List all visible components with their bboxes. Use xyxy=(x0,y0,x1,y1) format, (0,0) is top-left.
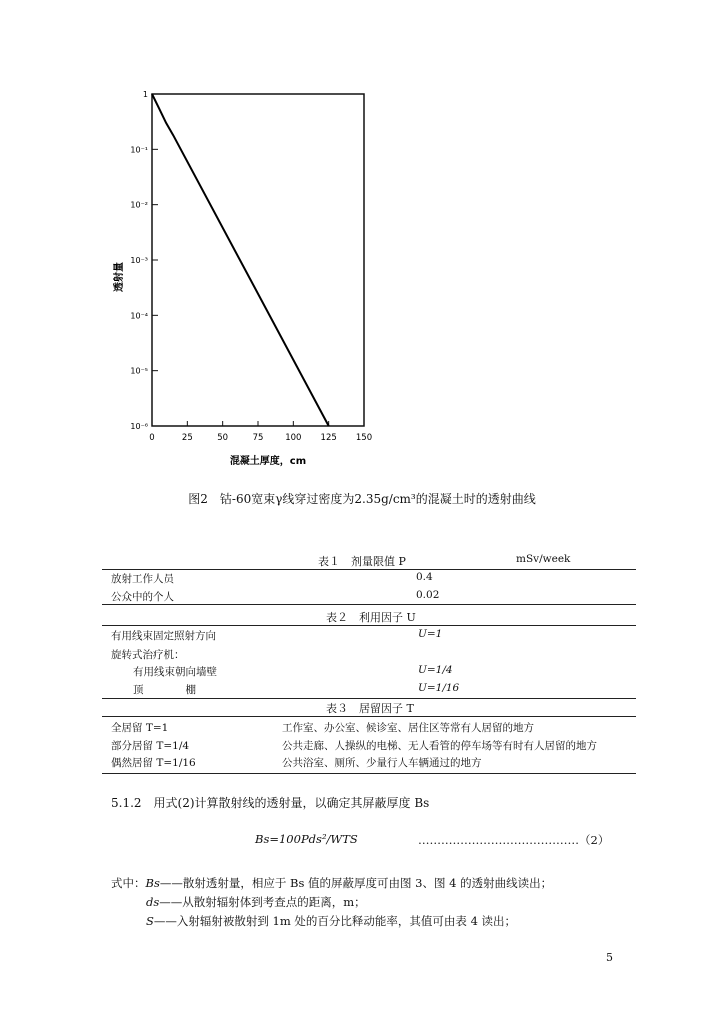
table1-bottom-rule xyxy=(102,604,636,605)
y-tick-label: 1 xyxy=(142,90,148,99)
symbol: ds xyxy=(146,895,160,909)
table1-unit: mSv/week xyxy=(516,553,571,565)
x-axis-label: 混凝土厚度，cm xyxy=(229,456,307,467)
definition-row xyxy=(146,913,516,929)
table2-row-label: 旋转式治疗机： xyxy=(111,649,185,661)
table2-row-value: U=1 xyxy=(418,628,443,640)
formula: Bs=100Pds²/WTS xyxy=(255,832,358,846)
symbol: S xyxy=(146,914,154,928)
y-tick-label: 10⁻¹ xyxy=(130,145,148,155)
table1-row-label: 放射工作人员 xyxy=(111,573,174,585)
table1-row-value: 0.02 xyxy=(416,589,440,601)
table2-title: 表２ 利用因子 U xyxy=(326,611,416,624)
table3-row-label: 偶然居留 T=1/16 xyxy=(111,757,196,769)
table3-top-rule xyxy=(102,716,636,717)
definition-text: ——入射辐射被散射到 1m 处的百分比释动能率，其值可由表 4 读出； xyxy=(153,914,517,928)
table2-bottom-rule xyxy=(102,698,636,699)
table3-bottom-rule xyxy=(102,773,636,774)
x-tick-label: 0 xyxy=(149,433,155,443)
table1-title: 表１ 剂量限值 P xyxy=(318,555,406,568)
x-tick-label: 50 xyxy=(217,433,229,443)
y-axis-label: 透射量 xyxy=(114,262,125,292)
x-tick-label: 75 xyxy=(252,433,264,443)
y-tick-label: 10⁻⁴ xyxy=(130,311,148,321)
table2-top-rule xyxy=(102,625,636,626)
definition-row xyxy=(146,894,366,910)
table3-row-label: 全居留 T=1 xyxy=(111,722,169,734)
table3-row-label: 部分居留 T=1/4 xyxy=(111,740,190,752)
section-heading: 5.1.2 用式(2)计算散射线的透射量，以确定其屏蔽厚度 Bs xyxy=(111,796,430,810)
table2-row-value: U=1/4 xyxy=(418,664,453,676)
table3-row-desc: 公共浴室、厕所、少量行人车辆通过的地方 xyxy=(282,757,482,769)
symbol: Bs xyxy=(145,876,160,890)
definition-row xyxy=(111,875,552,891)
table3-title: 表３ 居留因子 T xyxy=(326,702,414,715)
table2-row-label: 顶 棚 xyxy=(133,684,196,696)
x-tick-label: 25 xyxy=(181,433,193,443)
definition-text: ——从散射辐射体到考查点的距离，m； xyxy=(159,895,366,909)
figure-caption: 图2 钴-60宽束γ线穿过密度为2.35g/cm³的混凝土时的透射曲线 xyxy=(188,492,536,506)
table2-row-label: 有用线束朝向墙壁 xyxy=(133,666,217,678)
table2-row-label: 有用线束固定照射方向 xyxy=(111,630,216,642)
transmission-chart xyxy=(100,82,400,472)
y-tick-label: 10⁻² xyxy=(130,200,148,210)
table1-top-rule xyxy=(102,569,636,570)
formula-number: ……………………………………（2） xyxy=(418,833,610,847)
plot-frame xyxy=(152,94,364,426)
where-prefix: 式中： xyxy=(111,876,146,890)
y-tick-label: 10⁻⁶ xyxy=(130,422,148,431)
y-tick-label: 10⁻⁵ xyxy=(130,366,148,376)
table3-row-desc: 工作室、办公室、候诊室、居住区等常有人居留的地方 xyxy=(282,722,534,734)
table3-row-desc: 公共走廊、人操纵的电梯、无人看管的停车场等有时有人居留的地方 xyxy=(282,740,597,752)
series-line xyxy=(152,94,329,426)
page-number: 5 xyxy=(606,951,613,964)
x-tick-label: 150 xyxy=(355,433,373,443)
table1-row-value: 0.4 xyxy=(416,571,433,583)
x-tick-label: 100 xyxy=(285,433,302,443)
x-tick-label: 125 xyxy=(320,433,337,443)
definition-text: ——散射透射量，相应于 Bs 值的屏蔽厚度可由图 3、图 4 的透射曲线读出； xyxy=(159,876,553,890)
table2-row-value: U=1/16 xyxy=(418,682,460,694)
table1-row-label: 公众中的个人 xyxy=(111,591,174,603)
y-tick-label: 10⁻³ xyxy=(130,256,148,265)
